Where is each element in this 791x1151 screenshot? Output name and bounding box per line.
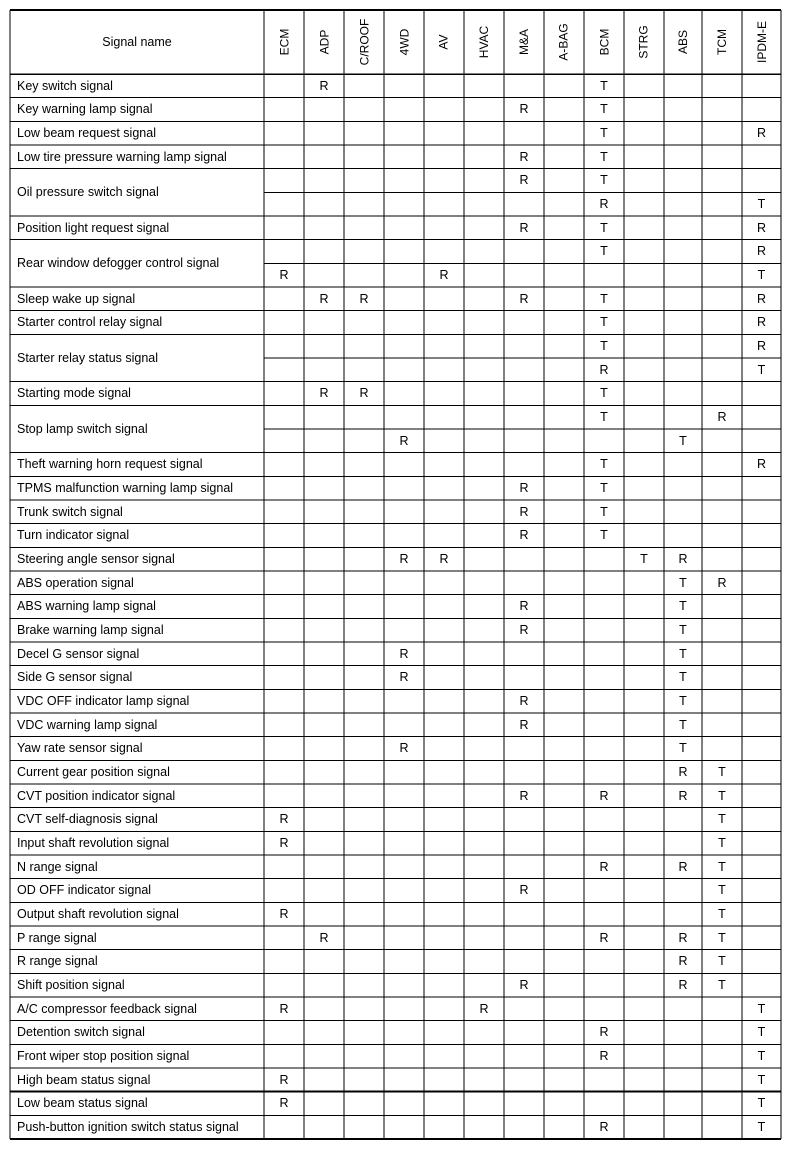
signal-value-cell: R (399, 433, 409, 448)
signal-name: Low beam request signal (17, 126, 156, 141)
signal-name: Decel G sensor signal (17, 646, 140, 661)
signal-name: P range signal (17, 930, 97, 945)
signal-value-cell: T (679, 717, 687, 732)
column-header-label: 4WD (396, 28, 411, 56)
signal-value-cell: R (678, 788, 688, 803)
column-header (464, 10, 504, 74)
signal-value-cell: R (519, 220, 529, 235)
signal-name: CVT position indicator signal (17, 788, 176, 803)
signal-value-cell: T (600, 78, 608, 93)
signal-name: High beam status signal (17, 1072, 151, 1087)
signal-value-cell: R (678, 552, 688, 567)
signal-name: Low beam status signal (17, 1096, 148, 1111)
signal-value-cell: R (279, 1001, 289, 1016)
signal-name: ABS operation signal (17, 575, 134, 590)
signal-value-cell: T (600, 102, 608, 117)
signal-value-cell: R (359, 386, 369, 401)
signal-value-cell: T (679, 646, 687, 661)
signal-value-cell: T (640, 552, 648, 567)
column-header (624, 10, 664, 74)
column-header (544, 10, 584, 74)
column-header-label: STRG (637, 25, 651, 59)
signal-value-cell: R (519, 623, 529, 638)
column-header-label: BCM (596, 28, 611, 56)
signal-value-cell: T (757, 1049, 766, 1064)
signal-value-cell: T (757, 1120, 766, 1135)
signal-value-cell: T (600, 528, 608, 543)
signal-name: Yaw rate sensor signal (17, 741, 143, 756)
column-header-label: IPDM-E (754, 21, 769, 63)
column-header (702, 10, 742, 74)
signal-name: Shift position signal (17, 978, 125, 993)
signal-value-cell: T (757, 362, 766, 377)
signal-value-cell: R (319, 291, 329, 306)
column-header (304, 10, 344, 74)
signal-value-cell: T (600, 339, 608, 354)
signal-value-cell: R (519, 788, 529, 803)
signal-value-cell: R (678, 859, 688, 874)
column-header-label: M&A (516, 28, 531, 56)
signal-name: Side G sensor signal (17, 670, 133, 685)
signal-value-cell: R (519, 599, 529, 614)
signal-value-cell: T (600, 173, 608, 188)
signal-value-cell: T (600, 244, 608, 259)
signal-name: Starter control relay signal (17, 315, 163, 330)
signal-value-cell: R (519, 504, 529, 519)
signal-value-cell: R (756, 244, 767, 259)
signal-value-cell: R (756, 220, 767, 235)
column-header (384, 10, 424, 74)
signal-name: Starting mode signal (17, 386, 131, 401)
signal-value-cell: R (279, 836, 289, 851)
column-header-label: TCM (715, 29, 729, 55)
signal-value-cell: R (399, 741, 409, 756)
signal-value-cell: R (599, 1120, 609, 1135)
signal-value-cell: R (279, 1072, 289, 1087)
signal-value-cell: R (399, 670, 409, 685)
signal-value-cell: R (319, 78, 329, 93)
signal-value-cell: R (519, 173, 529, 188)
signal-value-cell: R (599, 930, 609, 945)
signal-value-cell: R (678, 954, 688, 969)
signal-value-cell: T (757, 1025, 766, 1040)
column-header-label: ADP (317, 29, 331, 55)
signal-value-cell: T (757, 1096, 766, 1111)
signal-value-cell: R (599, 859, 609, 874)
signal-name: Push-button ignition switch status signal (17, 1120, 239, 1135)
signal-name: Theft warning horn request signal (17, 457, 203, 472)
signal-value-cell: R (519, 883, 529, 898)
signal-value-cell: T (600, 291, 608, 306)
signal-value-cell: R (279, 1096, 289, 1111)
column-header-label: A-BAG (557, 23, 571, 61)
signal-value-cell: R (599, 1049, 609, 1064)
signal-value-cell: T (718, 930, 726, 945)
signal-value-cell: R (599, 197, 609, 212)
signal-value-cell: R (756, 126, 767, 141)
signal-value-cell: R (439, 268, 449, 283)
signal-name: Rear window defogger control signal (17, 256, 220, 271)
column-header (264, 10, 304, 74)
signal-value-cell: T (757, 197, 766, 212)
signal-value-cell: T (718, 883, 726, 898)
signal-value-cell: R (519, 481, 529, 496)
signal-name: Key switch signal (17, 78, 113, 93)
signal-value-cell: R (359, 291, 369, 306)
signal-value-cell: R (519, 102, 529, 117)
column-header (344, 10, 384, 74)
column-header (742, 10, 781, 74)
column-header-label: C/ROOF (357, 18, 372, 66)
signal-value-cell: R (717, 410, 727, 425)
signal-name: Position light request signal (17, 220, 170, 235)
signal-value-cell: T (718, 788, 726, 803)
signal-name: Input shaft revolution signal (17, 836, 170, 851)
column-header (664, 10, 702, 74)
signal-name: VDC OFF indicator lamp signal (17, 694, 190, 709)
signal-value-cell: T (600, 126, 608, 141)
signal-value-cell: T (718, 907, 726, 922)
signal-value-cell: T (679, 694, 687, 709)
signal-name: ABS warning lamp signal (17, 599, 156, 614)
signal-name: Output shaft revolution signal (17, 907, 179, 922)
signal-value-cell: R (599, 1025, 609, 1040)
signal-value-cell: T (600, 504, 608, 519)
signal-value-cell: T (600, 457, 608, 472)
signal-value-cell: R (678, 930, 688, 945)
signal-name: Current gear position signal (17, 765, 170, 780)
signal-value-cell: T (718, 812, 726, 827)
signal-value-cell: R (319, 386, 329, 401)
signal-value-cell: T (718, 954, 726, 969)
column-header-label: ABS (675, 29, 690, 55)
column-header-label: HVAC (476, 25, 491, 59)
signal-value-cell: T (600, 386, 608, 401)
signal-name: R range signal (17, 954, 98, 969)
signal-name: VDC warning lamp signal (17, 717, 158, 732)
signal-value-cell: R (519, 291, 529, 306)
signal-name: Starter relay status signal (17, 350, 159, 365)
signal-value-cell: T (600, 481, 608, 496)
signal-value-cell: T (718, 765, 726, 780)
signal-value-cell: T (718, 836, 726, 851)
signal-value-cell: T (718, 859, 726, 874)
column-header (504, 10, 544, 74)
signal-value-cell: R (279, 812, 289, 827)
signal-value-cell: R (439, 552, 449, 567)
signal-name: Front wiper stop position signal (17, 1049, 190, 1064)
signal-value-cell: R (756, 339, 767, 354)
signal-value-cell: T (679, 599, 687, 614)
column-header-label: AV (437, 34, 451, 50)
signal-name: OD OFF indicator signal (17, 883, 152, 898)
signal-name: Low tire pressure warning lamp signal (17, 149, 227, 164)
signal-value-cell: R (519, 978, 529, 993)
signal-name: CVT self-diagnosis signal (17, 812, 158, 827)
signal-value-cell: R (756, 315, 767, 330)
column-header-label: ECM (276, 28, 291, 56)
signal-name: Oil pressure switch signal (17, 185, 159, 200)
signal-value-cell: R (756, 291, 767, 306)
signal-name: Sleep wake up signal (17, 291, 136, 306)
signal-value-cell: T (600, 220, 608, 235)
signal-value-cell: R (279, 907, 289, 922)
signal-value-cell: T (600, 149, 608, 164)
signal-value-cell: T (757, 1001, 766, 1016)
signal-value-cell: T (679, 433, 687, 448)
signal-name: Key warning lamp signal (17, 102, 153, 117)
signal-name-header: Signal name (102, 35, 172, 49)
signal-value-cell: R (717, 575, 727, 590)
signal-value-cell: R (678, 978, 688, 993)
signal-value-cell: T (679, 623, 687, 638)
signal-name: N range signal (17, 859, 98, 874)
signal-value-cell: R (599, 362, 609, 377)
signal-value-cell: R (519, 528, 529, 543)
signal-value-cell: T (757, 1072, 766, 1087)
signal-value-cell: T (718, 978, 726, 993)
signal-name: Turn indicator signal (17, 528, 130, 543)
signal-value-cell: R (678, 765, 688, 780)
signal-name: Brake warning lamp signal (17, 623, 164, 638)
signal-name: A/C compressor feedback signal (17, 1001, 197, 1016)
signal-value-cell: T (679, 575, 687, 590)
signal-value-cell: R (399, 646, 409, 661)
signal-value-cell: R (519, 149, 529, 164)
signal-name: Steering angle sensor signal (17, 552, 175, 567)
signal-value-cell: R (519, 717, 529, 732)
signal-value-cell: R (319, 930, 329, 945)
signal-value-cell: R (279, 268, 289, 283)
signal-value-cell: T (679, 741, 687, 756)
signal-value-cell: T (679, 670, 687, 685)
signal-value-cell: R (599, 788, 609, 803)
signal-value-cell: T (757, 268, 766, 283)
signal-value-cell: R (756, 457, 767, 472)
signal-value-cell: R (399, 552, 409, 567)
signal-value-cell: T (600, 315, 608, 330)
signal-value-cell: T (600, 410, 608, 425)
signal-value-cell: R (519, 694, 529, 709)
signal-name: Detention switch signal (17, 1025, 145, 1040)
signal-name: TPMS malfunction warning lamp signal (17, 481, 234, 496)
signal-name: Stop lamp switch signal (17, 421, 148, 436)
signal-name: Trunk switch signal (17, 504, 123, 519)
column-header (584, 10, 624, 74)
signal-value-cell: R (479, 1001, 489, 1016)
column-header (424, 10, 464, 74)
